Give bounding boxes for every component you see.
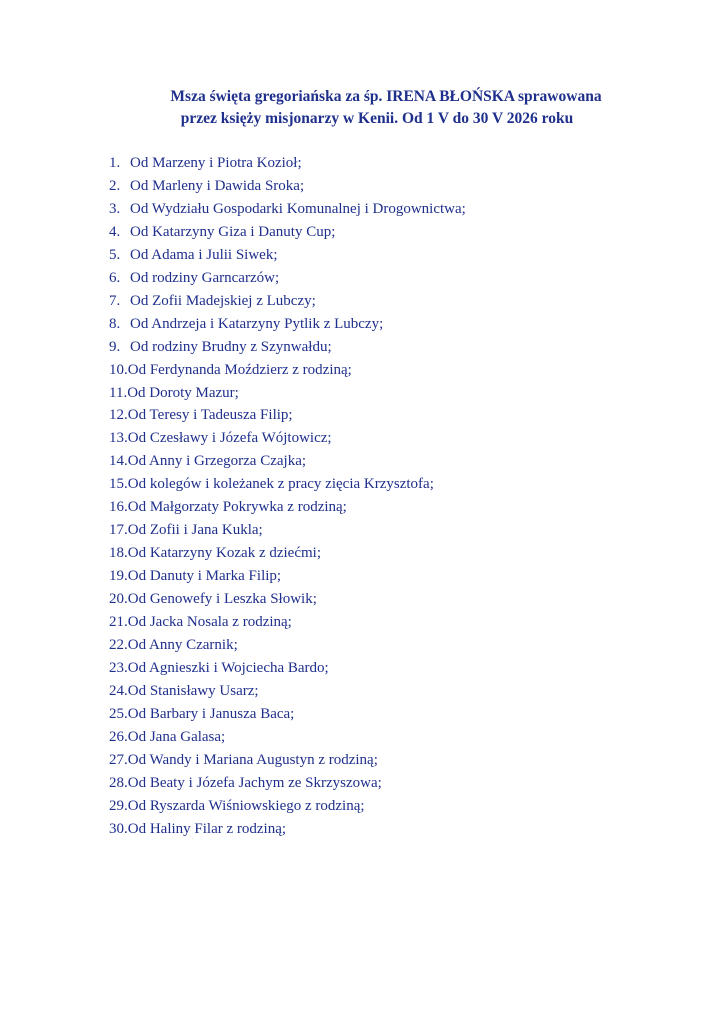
item-text: Od Wydziału Gospodarki Komunalnej i Drogownictwa; — [130, 200, 466, 217]
list-item — [109, 175, 466, 198]
item-number: 2. — [109, 177, 121, 194]
item-text: Od kolegów i koleżanek z pracy zięcia Krzysztofa; — [127, 476, 434, 493]
list-item — [109, 657, 466, 680]
title-line-1: Msza święta gregoriańska za śp. IRENA BŁOŃSKA sprawowana — [170, 88, 602, 105]
item-text: Od Katarzyny Kozak z dziećmi; — [127, 545, 321, 562]
item-number: 6. — [109, 269, 121, 286]
item-text: Od Jacka Nosala z rodziną; — [127, 614, 292, 631]
item-number: 5. — [109, 246, 121, 263]
item-number: 28. — [109, 774, 128, 791]
item-number: 15. — [109, 476, 128, 493]
item-number: 1. — [109, 155, 121, 171]
list-item — [109, 588, 466, 611]
list-item — [109, 198, 466, 221]
list-item — [109, 473, 466, 496]
item-text: Od Teresy i Tadeusza Filip; — [127, 407, 293, 424]
item-text: Od Jana Galasa; — [127, 728, 226, 745]
list-item — [109, 726, 466, 749]
item-text: Od Małgorzaty Pokrywka z rodziną; — [127, 499, 347, 516]
item-number: 26. — [109, 728, 128, 745]
list-item — [109, 611, 466, 634]
list-item — [109, 313, 466, 336]
item-number: 29. — [109, 797, 128, 814]
list-item — [109, 680, 466, 703]
item-text: Od Barbary i Janusza Baca; — [127, 705, 295, 722]
item-text: Od Danuty i Marka Filip; — [127, 568, 282, 585]
list-item — [109, 450, 466, 473]
list-item — [109, 152, 466, 175]
item-text: Od Agnieszki i Wojciecha Bardo; — [127, 659, 329, 676]
item-text: Od Andrzeja i Katarzyny Pytlik z Lubczy; — [130, 315, 384, 332]
item-text: Od Genowefy i Leszka Słowik; — [127, 591, 317, 608]
list-item — [109, 634, 466, 657]
item-number: 3. — [109, 200, 121, 217]
list-item — [109, 749, 466, 772]
list-item — [109, 542, 466, 565]
item-number: 18. — [109, 545, 128, 562]
page-title — [0, 86, 724, 130]
item-number: 23. — [109, 659, 128, 676]
item-text: Od Anny Czarnik; — [127, 637, 238, 654]
item-number: 9. — [109, 338, 121, 355]
list-item — [109, 404, 466, 427]
item-number: 22. — [109, 637, 128, 654]
item-number: 13. — [109, 430, 128, 447]
item-number: 19. — [109, 568, 128, 585]
list-item — [109, 267, 466, 290]
item-number: 12. — [109, 407, 128, 424]
item-text: Od Beaty i Józefa Jachym ze Skrzyszowa; — [127, 774, 382, 791]
list-item — [109, 336, 466, 359]
item-number: 11. — [109, 384, 128, 401]
item-number: 4. — [109, 223, 121, 240]
item-text: Od Czesławy i Józefa Wójtowicz; — [127, 430, 332, 447]
list-item — [109, 496, 466, 519]
list-item — [109, 359, 466, 382]
item-text: Od Wandy i Mariana Augustyn z rodziną; — [127, 751, 378, 768]
list-item — [109, 772, 466, 795]
item-text: Od Haliny Filar z rodziną; — [127, 820, 287, 837]
item-number: 20. — [109, 591, 128, 608]
item-number: 16. — [109, 499, 128, 516]
list-item — [109, 382, 466, 405]
item-number: 21. — [109, 614, 128, 631]
item-text: Od Ryszarda Wiśniowskiego z rodziną; — [127, 797, 365, 814]
item-text: Od Ferdynanda Moździerz z rodziną; — [127, 361, 352, 378]
donor-list — [109, 152, 466, 841]
item-text: Od rodziny Garncarzów; — [130, 269, 280, 286]
title-line-2: przez księży misjonarzy w Kenii. Od 1 V do 30 V 2026 roku — [180, 110, 574, 127]
list-item — [109, 244, 466, 267]
item-number: 24. — [109, 682, 128, 699]
item-text: Od Anny i Grzegorza Czajka; — [127, 453, 307, 470]
list-item — [109, 565, 466, 588]
item-number: 14. — [109, 453, 128, 470]
list-item — [109, 427, 466, 450]
item-text: Od Adama i Julii Siwek; — [130, 246, 278, 263]
list-item — [109, 818, 466, 841]
list-item — [109, 703, 466, 726]
item-text: Od Marzeny i Piotra Kozioł; — [130, 155, 302, 171]
item-text: Od Stanisławy Usarz; — [127, 682, 259, 699]
list-item — [109, 221, 466, 244]
item-number: 17. — [109, 522, 128, 539]
item-number: 25. — [109, 705, 128, 722]
item-number: 7. — [109, 292, 121, 309]
item-text: Od Zofii Madejskiej z Lubczy; — [130, 292, 316, 309]
list-item — [109, 519, 466, 542]
item-number: 30. — [109, 820, 128, 837]
item-text: Od rodziny Brudny z Szynwałdu; — [130, 338, 332, 355]
item-number: 8. — [109, 315, 121, 332]
item-number: 10. — [109, 361, 128, 378]
list-item — [109, 795, 466, 818]
item-text: Od Doroty Mazur; — [127, 384, 239, 401]
item-text: Od Katarzyny Giza i Danuty Cup; — [130, 223, 336, 240]
item-text: Od Marleny i Dawida Sroka; — [130, 177, 305, 194]
item-text: Od Zofii i Jana Kukla; — [127, 522, 263, 539]
item-number: 27. — [109, 751, 128, 768]
list-item — [109, 290, 466, 313]
